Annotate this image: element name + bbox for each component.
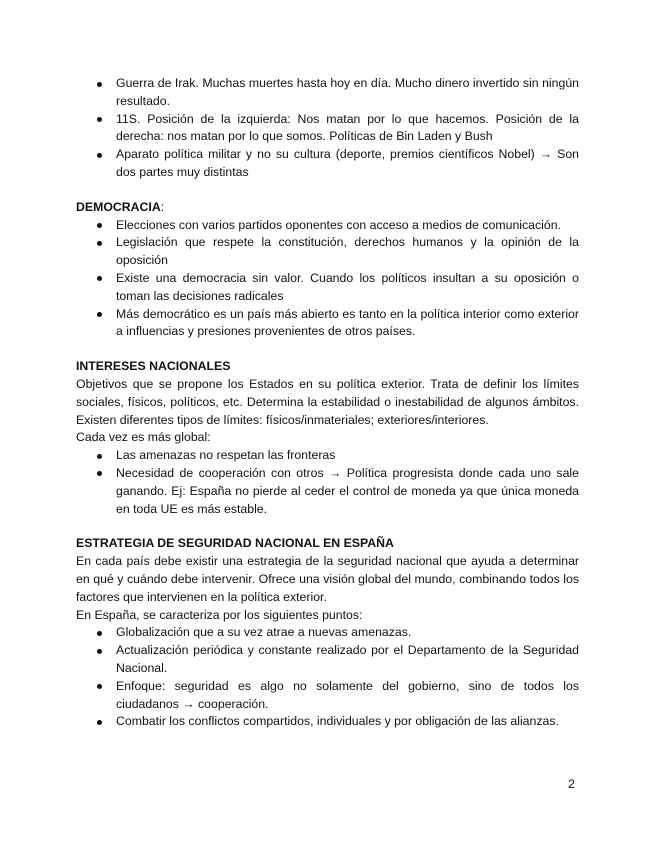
bullet-icon bbox=[97, 684, 102, 689]
list-item: Necesidad de cooperación con otros → Política progresista donde cada uno sale ganando. Ej: España no pierde al ceder el control de moneda ya que única moneda en toda UE es más estable. bbox=[76, 465, 579, 518]
bullet-icon bbox=[97, 631, 102, 636]
spacer bbox=[76, 182, 579, 199]
list-item: Legislación que respete la constitución, derechos humanos y la opinión de la oposición bbox=[76, 234, 579, 270]
section-heading: DEMOCRACIA bbox=[76, 199, 161, 214]
section-paragraph: Cada vez es más global: bbox=[76, 430, 211, 445]
bullet-icon bbox=[97, 312, 102, 317]
intro-bullet-list bbox=[76, 75, 579, 182]
bullet-icon bbox=[97, 720, 102, 725]
list-item: 11S. Posición de la izquierda: Nos matan por lo que hacemos. Posición de la derecha: nos matan por lo que somos. Políticas de Bin Laden y Bush bbox=[76, 111, 579, 147]
section-heading: ESTRATEGIA DE SEGURIDAD NACIONAL EN ESPAÑA bbox=[76, 536, 394, 551]
bullet-icon bbox=[97, 223, 102, 228]
section-paragraph: Objetivos que se propone los Estados en su política exterior. Trata de definir los límites sociales, físicos, políticos, etc. Determina la estabilidad o inestabilidad de algunos ámbitos. Existen diferentes tipos de límites: físicos/inmateriales; exteriores/interiores. bbox=[76, 376, 579, 427]
democracia-bullet-list bbox=[76, 217, 579, 342]
list-item: Más democrático es un país más abierto es tanto en la política interior como exterior a influencias y presiones provenientes de otros países. bbox=[76, 306, 579, 342]
spacer bbox=[76, 341, 579, 358]
spacer bbox=[76, 518, 579, 535]
bullet-icon bbox=[97, 82, 102, 87]
list-item: Enfoque: seguridad es algo no solamente del gobierno, sino de todos los ciudadanos → cooperación. bbox=[76, 678, 579, 714]
list-item: Globalización que a su vez atrae a nuevas amenazas. bbox=[76, 624, 579, 642]
list-item: Guerra de Irak. Muchas muertes hasta hoy en día. Mucho dinero invertido sin ningún resultado. bbox=[76, 75, 579, 111]
section-heading: INTERESES NACIONALES bbox=[76, 359, 231, 374]
list-item: Actualización periódica y constante realizado por el Departamento de la Seguridad Nacional. bbox=[76, 642, 579, 678]
bullet-icon bbox=[97, 649, 102, 654]
list-item: Combatir los conflictos compartidos, individuales y por obligación de las alianzas. bbox=[76, 713, 579, 731]
bullet-icon bbox=[97, 153, 102, 158]
intereses-bullet-list bbox=[76, 447, 579, 518]
section-paragraph: En cada país debe existir una estrategia de la seguridad nacional que ayuda a determinar en qué y cuándo debe intervenir. Ofrece una visión global del mundo, combinando todos los factores que intervienen en la política exterior. bbox=[76, 554, 579, 604]
section-paragraph: En España, se caracteriza por los siguientes puntos: bbox=[76, 607, 363, 622]
democracia-heading-line: DEMOCRACIA: bbox=[76, 199, 165, 214]
list-item: Las amenazas no respetan las fronteras bbox=[76, 447, 579, 465]
list-item: Elecciones con varios partidos oponentes con acceso a medios de comunicación. bbox=[76, 217, 579, 235]
bullet-icon bbox=[97, 117, 102, 122]
bullet-icon bbox=[97, 241, 102, 246]
list-item: Existe una democracia sin valor. Cuando los políticos insultan a su oposición o toman las decisiones radicales bbox=[76, 270, 579, 306]
estrategia-bullet-list bbox=[76, 624, 579, 731]
bullet-icon bbox=[97, 276, 102, 281]
bullet-icon bbox=[97, 471, 102, 476]
bullet-icon bbox=[97, 454, 102, 459]
page-number: 2 bbox=[568, 777, 575, 791]
document-page bbox=[76, 75, 579, 731]
list-item: Aparato política militar y no su cultura (deporte, premios científicos Nobel) → Son dos partes muy distintas bbox=[76, 146, 579, 182]
